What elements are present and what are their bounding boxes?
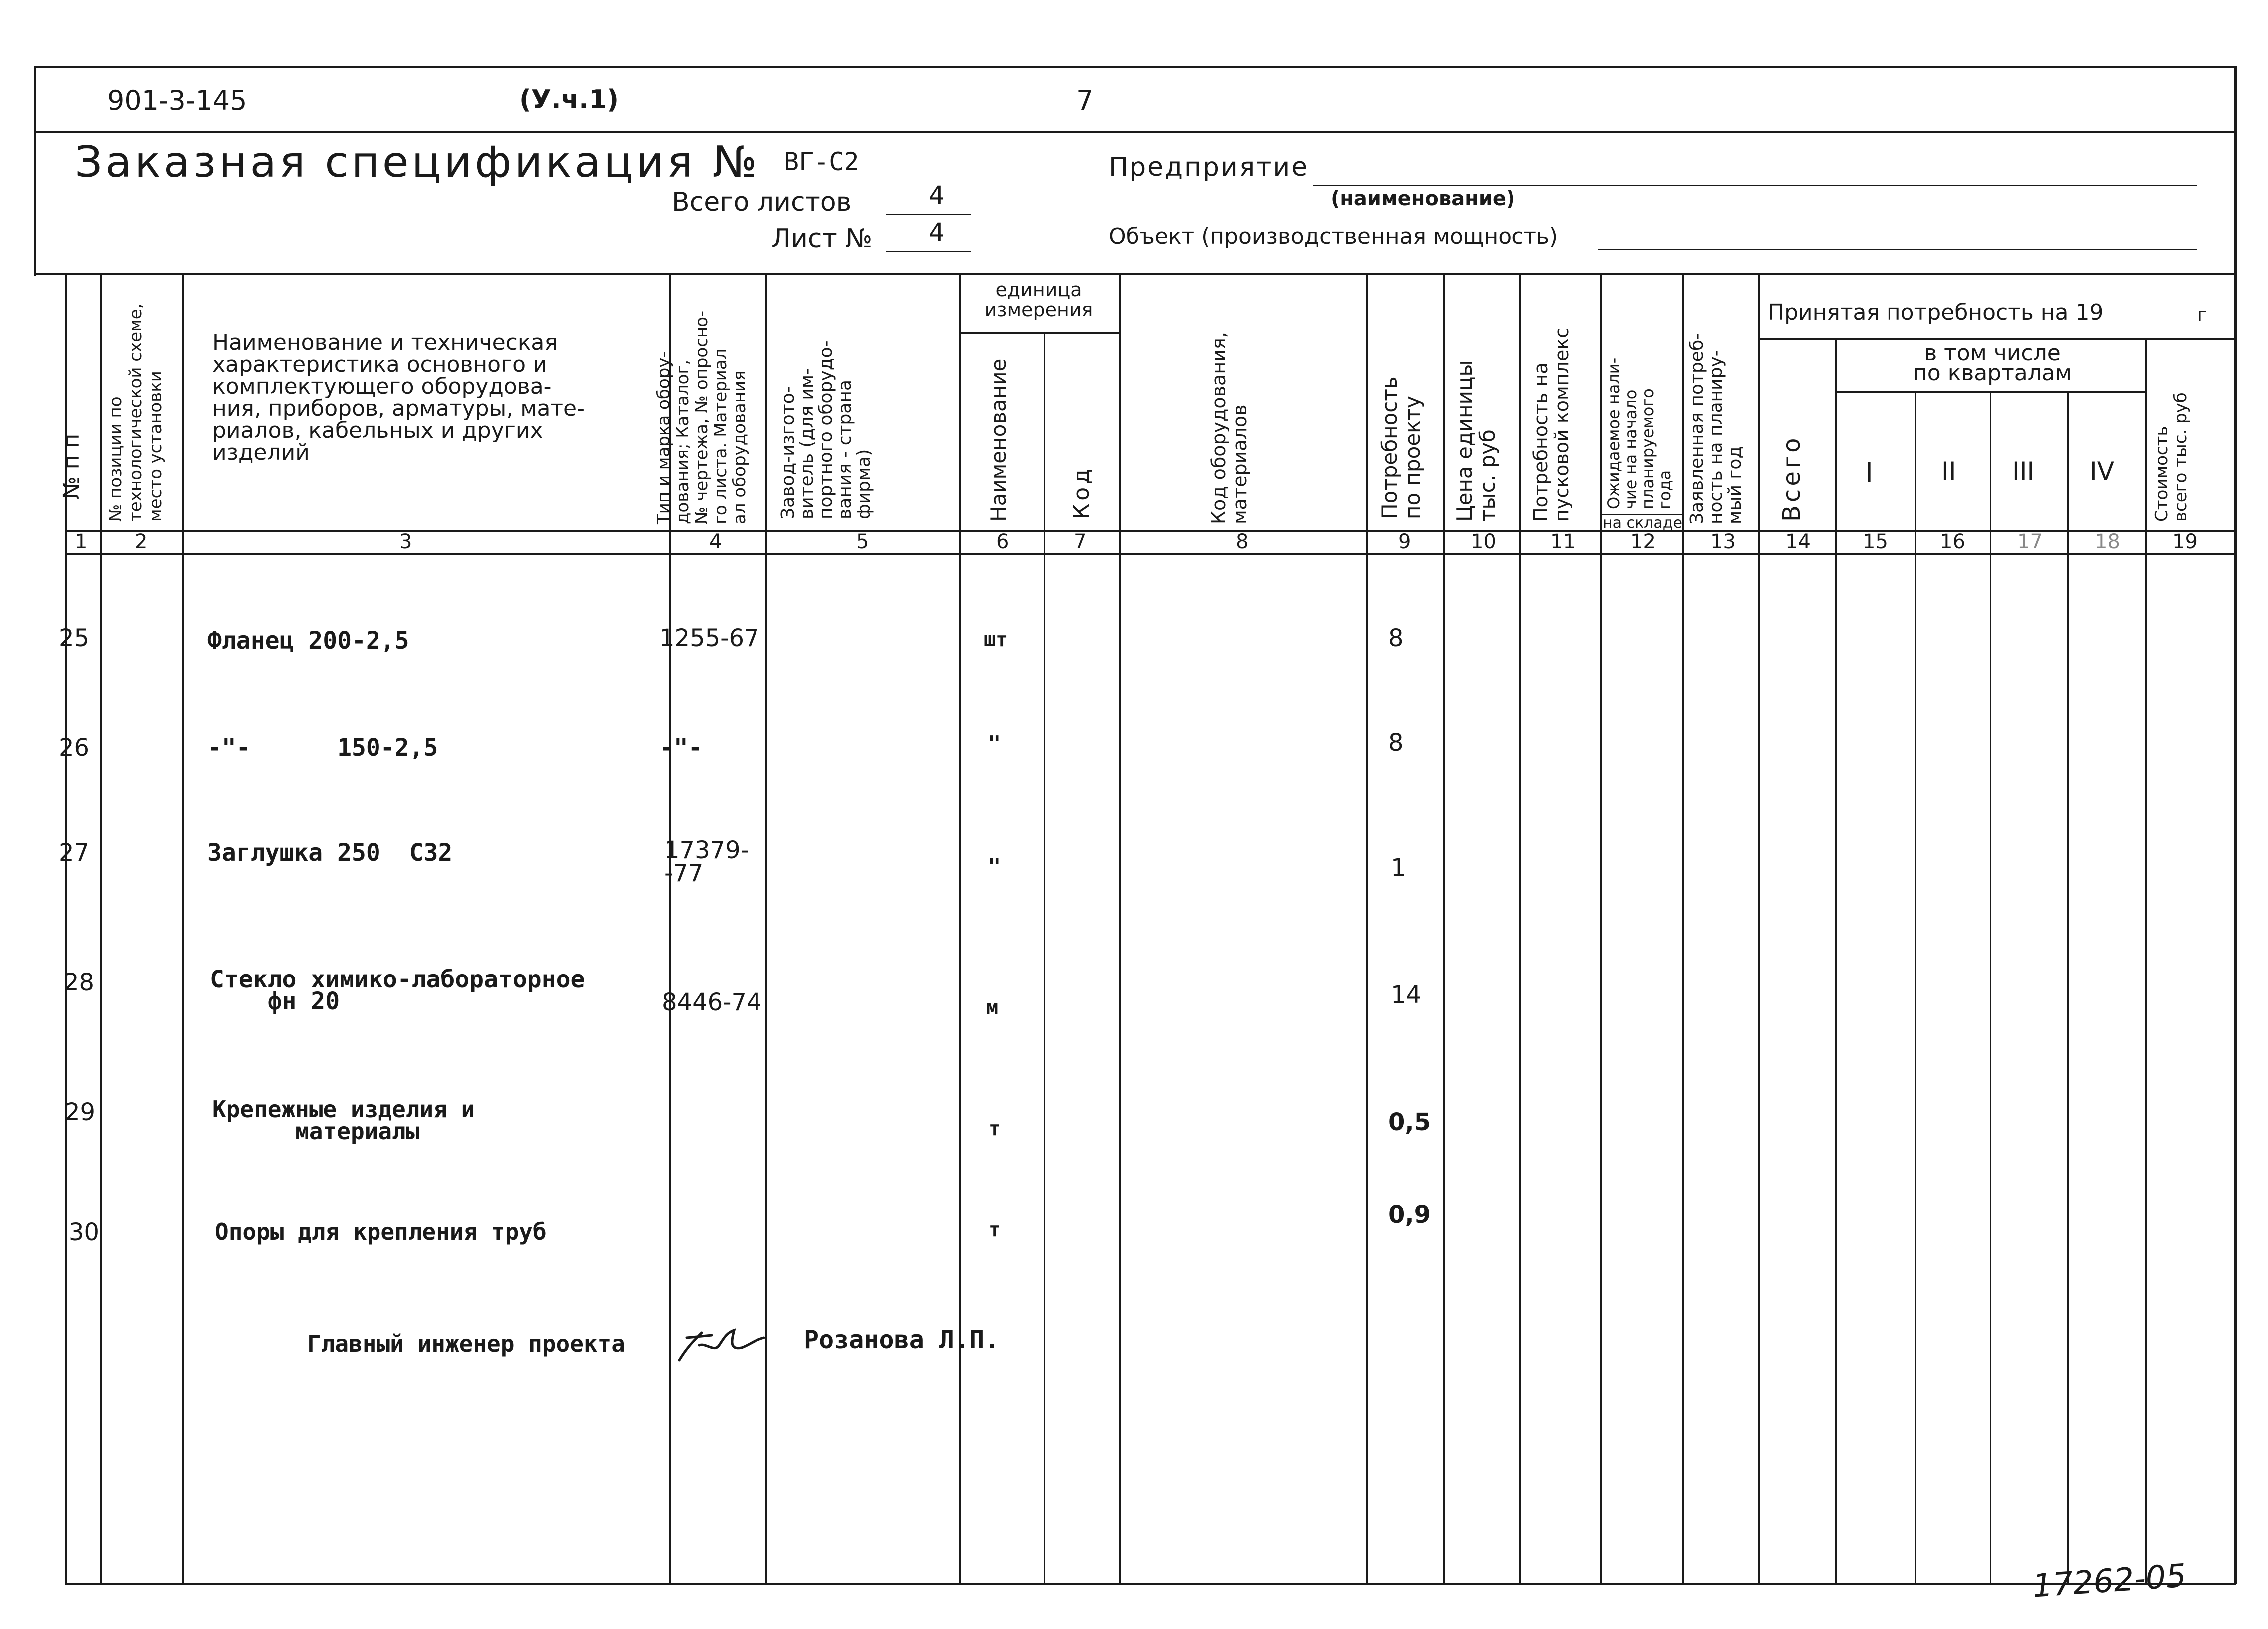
colnum-13: 13 xyxy=(1710,530,1736,553)
colnum-9: 9 xyxy=(1398,530,1411,553)
enterprise-caption: (наименование) xyxy=(1331,187,1515,210)
col-line-15 xyxy=(1835,339,1837,1584)
col-line-9 xyxy=(1366,274,1368,1584)
handwritten-signature xyxy=(672,1318,776,1373)
quarters-subheader-line xyxy=(1835,391,2145,393)
col12-header: Ожидаемое нали- чие на начало планируемого года xyxy=(1604,357,1674,509)
col-line-11 xyxy=(1519,274,1521,1584)
total-sheets-value: 4 xyxy=(929,181,945,210)
row-27-need: 1 xyxy=(1391,854,1406,882)
row-28-type: 8446-74 xyxy=(662,988,762,1016)
col-line-6 xyxy=(959,274,961,1584)
colnum-10: 10 xyxy=(1471,530,1496,553)
spec-title: Заказная спецификация № xyxy=(75,137,760,187)
row-26-unit: " xyxy=(988,731,1001,757)
frame-top xyxy=(34,66,2236,68)
col3-header: Наименование и техническая характеристика основного и комплектующего оборудова- ния, приборов, арматуры, мате- риалов, кабельных и других изделий xyxy=(212,330,585,465)
accepted-year-suffix: г xyxy=(2197,305,2207,325)
col11-header: Потребность на пусковой комплекс xyxy=(1530,327,1573,522)
col-line-14 xyxy=(1758,274,1760,1584)
row-28-unit: м xyxy=(986,996,999,1019)
colnum-17: 17 xyxy=(2017,530,2043,553)
col-line-3 xyxy=(182,274,184,1584)
row-29-number: 29 xyxy=(65,1098,96,1126)
doc-part: (У.ч.1) xyxy=(519,85,619,115)
colnum-6: 6 xyxy=(996,530,1009,553)
col-line-5 xyxy=(765,274,767,1584)
col7-header: Код xyxy=(1069,466,1094,519)
sheet-number-value: 4 xyxy=(929,218,945,247)
row-26-number: 26 xyxy=(59,734,90,762)
row-26-type: -"- xyxy=(659,734,703,762)
table-top xyxy=(34,273,2236,275)
signature-role: Главный инженер проекта xyxy=(307,1330,625,1357)
col9-header: Потребность по проекту xyxy=(1377,376,1425,519)
col-line-16 xyxy=(1915,392,1916,1584)
colnum-1: 1 xyxy=(75,530,88,553)
sheet-number-line xyxy=(886,251,971,252)
col12-subheader: на складе xyxy=(1603,514,1682,532)
doc-code: 901-3-145 xyxy=(107,85,247,116)
row-27-number: 27 xyxy=(59,839,90,867)
col13-header: Заявленная потреб- ность на планиру- мый год xyxy=(1687,333,1745,524)
colnum-12: 12 xyxy=(1630,530,1656,553)
colnum-4: 4 xyxy=(709,530,722,553)
col5-header: Завод-изгото- витель (для им- портного оборудо- вания - страна фирма) xyxy=(778,340,874,519)
row-30-number: 30 xyxy=(69,1218,100,1246)
object-line xyxy=(1598,249,2197,250)
row-28-number: 28 xyxy=(64,969,95,996)
sheet-label: Лист № xyxy=(771,224,873,254)
row-27-type: 17379- -77 xyxy=(664,836,750,887)
quarter-1: I xyxy=(1865,457,1873,488)
colnum-7: 7 xyxy=(1074,530,1087,553)
row-25-unit: шт xyxy=(984,628,1008,651)
unit-subheader-line xyxy=(959,332,1120,334)
colnum-19: 19 xyxy=(2172,530,2198,553)
accepted-header: Принятая потребность на 19 xyxy=(1768,300,2104,325)
row-29-unit: т xyxy=(989,1117,1001,1140)
total-sheets-label: Всего листов xyxy=(672,187,852,217)
col-line-10 xyxy=(1443,274,1445,1584)
row-25-need: 8 xyxy=(1388,624,1404,652)
col-line-2 xyxy=(100,274,102,1584)
frame-left-top xyxy=(34,66,36,276)
col19-header: Стоимость всего тыс. руб xyxy=(2152,392,2191,522)
quarter-3: III xyxy=(2012,457,2035,486)
col-line-17 xyxy=(1990,392,1991,1584)
col14-header: Всего xyxy=(1778,435,1806,522)
row-25-type: 1255-67 xyxy=(659,624,759,652)
colnum-2: 2 xyxy=(135,530,148,553)
quarter-2: II xyxy=(1941,457,1956,486)
col6-header: Наименование xyxy=(986,358,1011,522)
col-line-7 xyxy=(1044,333,1045,1584)
unit-header: единица измерения xyxy=(984,279,1093,321)
row-25-name: Фланец 200-2,5 xyxy=(207,627,409,654)
colnum-bottom xyxy=(65,553,2236,555)
colnum-3: 3 xyxy=(399,530,412,553)
row-28-need: 14 xyxy=(1391,981,1422,1009)
colnum-8: 8 xyxy=(1236,530,1249,553)
row-26-name: -"- 150-2,5 xyxy=(207,734,438,762)
footer-code: 17262-05 xyxy=(2031,1557,2188,1605)
col-line-13 xyxy=(1682,274,1684,1584)
col-line-12 xyxy=(1600,274,1602,1584)
header-divider xyxy=(34,131,2236,133)
object-label: Объект (производственная мощность) xyxy=(1109,224,1558,249)
col-line-18 xyxy=(2067,392,2069,1584)
colnum-top xyxy=(65,530,2236,532)
enterprise-line xyxy=(1313,185,2197,186)
row-30-name: Опоры для крепления труб xyxy=(215,1218,547,1245)
colnum-15: 15 xyxy=(1863,530,1888,553)
colnum-5: 5 xyxy=(856,530,869,553)
frame-bottom xyxy=(65,1583,2236,1585)
col10-header: Цена единицы тыс. руб xyxy=(1452,360,1500,522)
row-28-name: Стекло химико-лабораторное фн 20 xyxy=(210,966,585,1015)
quarters-header: в том числе по кварталам xyxy=(1913,340,2072,386)
row-29-name: Крепежные изделия и материалы xyxy=(212,1096,475,1145)
col1-header: № п п xyxy=(59,433,84,499)
quarter-4: IV xyxy=(2090,457,2114,486)
frame-right xyxy=(2234,66,2237,1584)
spec-number: ВГ-С2 xyxy=(784,147,859,176)
total-sheets-line xyxy=(886,214,971,215)
page-number: 7 xyxy=(1076,85,1094,116)
row-29-need: 0,5 xyxy=(1388,1108,1431,1136)
col-line-8 xyxy=(1119,274,1121,1584)
accepted-subheader-line xyxy=(1758,338,2236,340)
row-30-unit: т xyxy=(989,1218,1001,1241)
col4-header: Тип и марка обору- дования; Каталог, № чертежа, № опросно- го листа. Материал ал оборудования xyxy=(654,310,750,524)
row-26-need: 8 xyxy=(1388,729,1404,757)
col8-header: Код оборудования, материалов xyxy=(1208,332,1251,524)
colnum-16: 16 xyxy=(1940,530,1965,553)
row-30-need: 0,9 xyxy=(1388,1201,1431,1229)
colnum-18: 18 xyxy=(2095,530,2120,553)
row-27-name: Заглушка 250 С32 xyxy=(207,839,453,867)
row-27-unit: " xyxy=(988,854,1001,879)
col-line-19 xyxy=(2145,339,2147,1584)
col2-header: № позиции по технологической схеме, место установки xyxy=(106,303,166,522)
colnum-14: 14 xyxy=(1785,530,1811,553)
row-25-number: 25 xyxy=(59,624,90,652)
signature-name: Розанова Л.П. xyxy=(804,1325,1000,1354)
colnum-11: 11 xyxy=(1550,530,1576,553)
enterprise-label: Предприятие xyxy=(1109,152,1309,182)
